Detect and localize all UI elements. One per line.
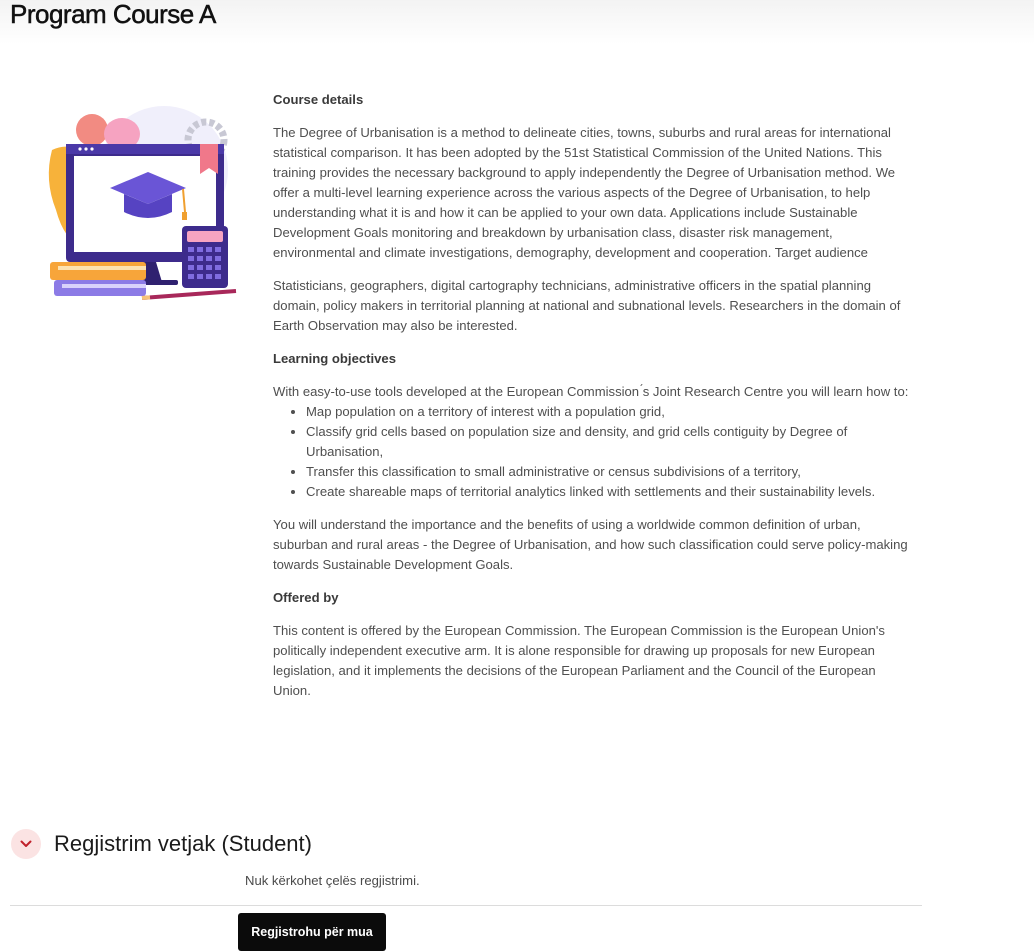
list-item: • Map population on a territory of interest with a population grid,: [306, 402, 917, 422]
page-title: Program Course A: [10, 0, 216, 29]
self-enrolment-section-header: [11, 829, 611, 859]
section-toggle-button[interactable]: [11, 829, 41, 859]
course-details-heading: Course details: [273, 92, 364, 107]
learning-objectives-heading: Learning objectives: [273, 351, 396, 366]
learning-objectives-intro: With easy-to-use tools developed at the European Commission ́s Joint Research Centre you will learn how to:: [273, 384, 909, 399]
section-title: Regjistrim vetjak (Student): [54, 831, 312, 856]
list-item: • Transfer this classification to small administrative or census subdivisions of a territory,: [306, 462, 917, 482]
course-illustration: [44, 100, 244, 305]
offered-by-heading: Offered by: [273, 590, 339, 605]
chevron-down-icon: [20, 835, 32, 853]
offered-by-text: This content is offered by the European Commission. The European Commission is the European Union's politically independent executive arm. It is alone responsible for drawing up proposals for new European legislation, and it implements the decisions of the European Parliament and the Council of the European Union.: [273, 623, 885, 698]
list-item: • Create shareable maps of territorial analytics linked with settlements and their sustainability levels.: [306, 482, 917, 502]
understanding-text: You will understand the importance and the benefits of using a worldwide common definition of urban, suburban and rural areas - the Degree of Urbanisation, and how such classification could serve policy-making towards Sustainable Development Goals.: [273, 517, 908, 572]
target-audience-text: Statisticians, geographers, digital cartography technicians, administrative officers in the spatial planning domain, policy makers in territorial planning at national and subnational levels. Researchers in the domain of Earth Observation may also be interested.: [273, 278, 901, 333]
enrol-me-button[interactable]: Regjistrohu për mua: [238, 913, 386, 951]
list-item: • Classify grid cells based on population size and density, and grid cells contiguity by Degree of Urbanisation,: [306, 422, 917, 462]
divider: [10, 905, 922, 906]
learning-objectives-list: [273, 402, 917, 502]
course-details-text: The Degree of Urbanisation is a method to delineate cities, towns, suburbs and rural areas for international statistical comparison. It has been adopted by the 51st Statistical Commission of the United Nations. This training provides the necessary background to apply independently the Degree of Urbanisation method. We offer a multi-level learning experience across the various aspects of the Degree of Urbanisation, to help understanding what it is and how it can be applied to your own data. Applications include Sustainable Development Goals monitoring and breakdown by urbanisation class, disaster risk management, environmental and climate investigations, demography, development and cooperation. Target audience: [273, 125, 896, 260]
enrolment-key-note: Nuk kërkohet çelës regjistrimi.: [245, 873, 420, 888]
course-description: [273, 90, 917, 714]
